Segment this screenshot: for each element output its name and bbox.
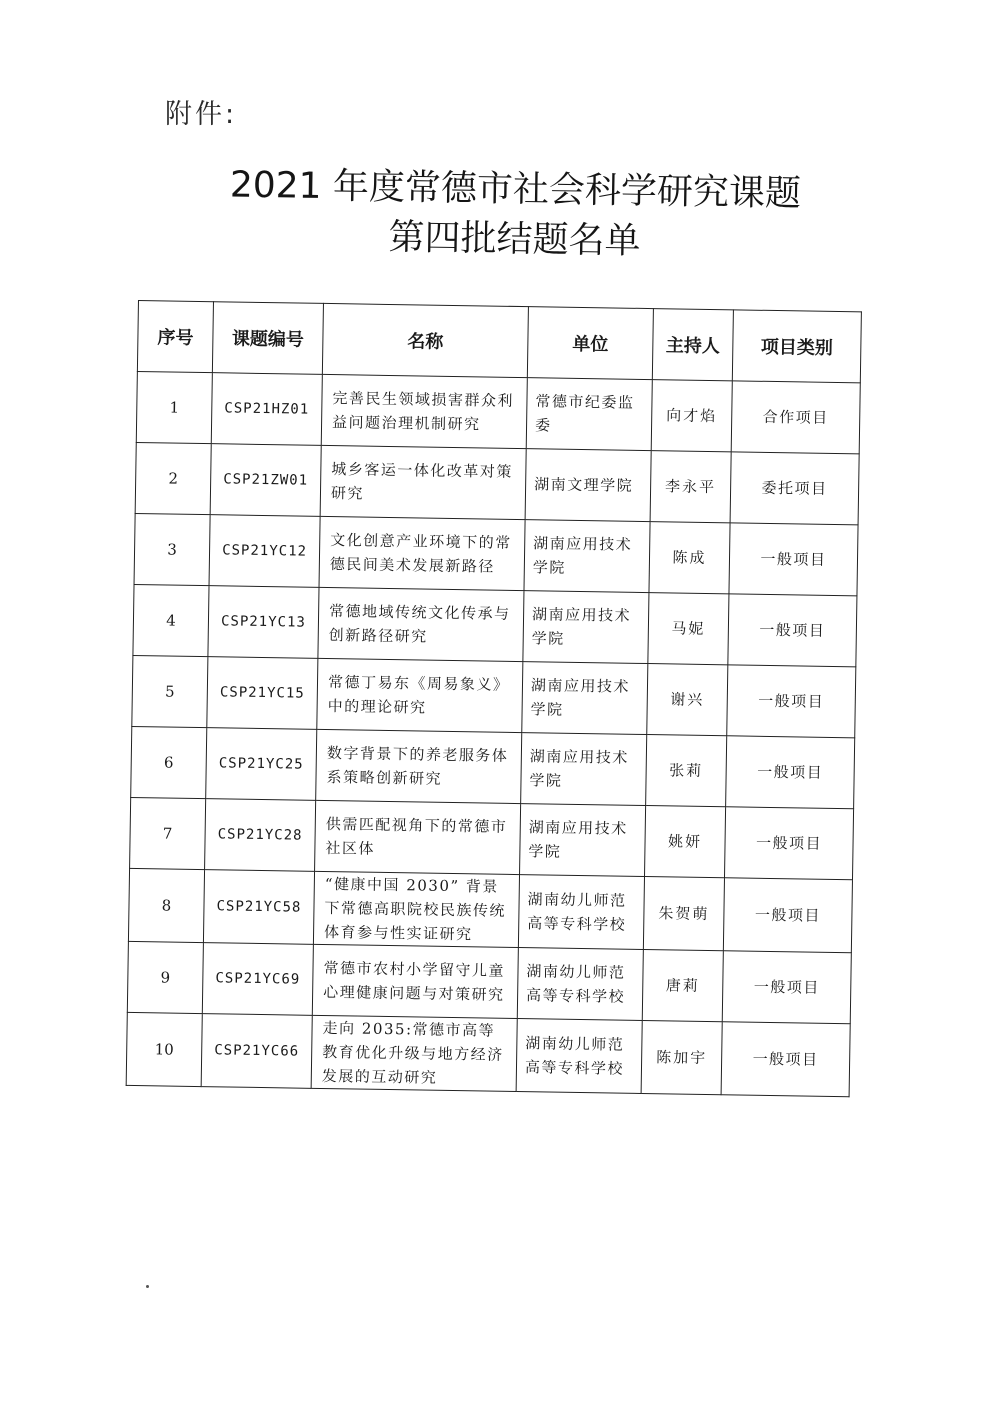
cell-category: 一般项目 — [724, 807, 853, 880]
cell-no: 4 — [133, 584, 209, 656]
cell-host: 陈成 — [649, 522, 730, 594]
cell-host: 谢兴 — [647, 664, 728, 736]
cell-code: CSP21YC28 — [205, 799, 316, 872]
cell-name: 供需匹配视角下的常德市社区体 — [315, 800, 521, 874]
table-row — [135, 442, 859, 524]
table-row — [130, 797, 854, 879]
cell-no: 8 — [128, 868, 204, 942]
cell-name: 文化创意产业环境下的常德民间美术发展新路径 — [319, 516, 525, 590]
column-header-name: 名称 — [322, 303, 528, 377]
cell-unit: 湖南幼儿师范高等专科学校 — [517, 948, 643, 1021]
cell-code: CSP21ZW01 — [210, 444, 321, 517]
cell-category: 一般项目 — [729, 523, 858, 596]
cell-category: 一般项目 — [728, 594, 857, 667]
cell-category: 一般项目 — [721, 1022, 850, 1097]
cell-host: 马妮 — [648, 593, 729, 665]
cell-unit: 湖南幼儿师范高等专科学校 — [518, 875, 644, 950]
cell-unit: 湖南应用技术学院 — [523, 591, 649, 664]
title-line-2: 第四批结题名单 — [388, 217, 641, 262]
cell-no: 3 — [134, 513, 210, 585]
cell-unit: 湖南应用技术学院 — [521, 733, 647, 806]
cell-no: 7 — [130, 797, 206, 869]
cell-host: 唐莉 — [642, 950, 723, 1022]
cell-no: 10 — [126, 1012, 202, 1086]
cell-host: 李永平 — [650, 451, 731, 523]
cell-unit: 湖南幼儿师范高等专科学校 — [516, 1019, 642, 1094]
column-header-category: 项目类别 — [732, 310, 861, 383]
column-header-unit: 单位 — [527, 307, 653, 380]
cell-category: 一般项目 — [722, 951, 851, 1024]
table-row — [136, 371, 860, 453]
table-row — [128, 868, 852, 952]
document-title — [204, 160, 825, 270]
table-header-row — [137, 301, 861, 383]
cell-no: 5 — [132, 655, 208, 727]
table-row — [131, 726, 855, 808]
cell-name: 数字背景下的养老服务体系策略创新研究 — [316, 729, 522, 803]
table-row — [132, 655, 856, 737]
cell-category: 一般项目 — [723, 878, 852, 953]
attachment-label: 附件: — [165, 99, 238, 130]
column-header-no: 序号 — [137, 301, 213, 373]
column-header-code: 课题编号 — [212, 302, 323, 375]
cell-code: CSP21YC15 — [207, 657, 318, 730]
cell-code: CSP21YC25 — [206, 728, 317, 801]
cell-category: 一般项目 — [726, 736, 855, 809]
cell-unit: 常德市纪委监委 — [526, 378, 652, 451]
cell-name: 完善民生领域损害群众利益问题治理机制研究 — [321, 374, 527, 448]
cell-name: “健康中国 2030” 背景下常德高职院校民族传统体育参与性实证研究 — [313, 871, 519, 947]
cell-host: 向才焰 — [651, 380, 732, 452]
cell-name: 走向 2035:常德市高等教育优化升级与地方经济发展的互动研究 — [311, 1015, 517, 1091]
scan-speck — [146, 1285, 149, 1288]
column-header-host: 主持人 — [652, 309, 733, 381]
table-row — [127, 941, 851, 1023]
table-row — [133, 584, 857, 666]
title-line-1: 2021 年度常德市社会科学研究课题 — [229, 164, 802, 215]
cell-no: 1 — [136, 371, 212, 443]
results-table — [126, 300, 862, 1097]
cell-category: 一般项目 — [727, 665, 856, 738]
cell-code: CSP21YC69 — [202, 943, 313, 1016]
cell-name: 常德丁易东《周易象义》中的理论研究 — [317, 658, 523, 732]
cell-no: 2 — [135, 442, 211, 514]
cell-name: 常德地域传统文化传承与创新路径研究 — [318, 587, 524, 661]
cell-name: 常德市农村小学留守儿童心理健康问题与对策研究 — [312, 944, 518, 1018]
cell-no: 9 — [127, 941, 203, 1013]
cell-host: 陈加宇 — [641, 1021, 722, 1095]
table-body — [126, 371, 860, 1096]
table-row — [126, 1012, 850, 1096]
cell-unit: 湖南应用技术学院 — [520, 804, 646, 877]
cell-unit: 湖南文理学院 — [525, 449, 651, 522]
cell-name: 城乡客运一体化改革对策研究 — [320, 445, 526, 519]
cell-code: CSP21YC58 — [203, 870, 314, 945]
cell-code: CSP21YC66 — [201, 1014, 312, 1089]
cell-category: 委托项目 — [730, 452, 859, 525]
cell-host: 朱贺萌 — [643, 877, 724, 951]
table-row — [134, 513, 858, 595]
cell-host: 张莉 — [646, 735, 727, 807]
cell-category: 合作项目 — [731, 381, 860, 454]
cell-unit: 湖南应用技术学院 — [524, 520, 650, 593]
cell-code: CSP21YC13 — [208, 586, 319, 659]
cell-unit: 湖南应用技术学院 — [522, 662, 648, 735]
cell-code: CSP21YC12 — [209, 515, 320, 588]
cell-code: CSP21HZ01 — [211, 373, 322, 446]
cell-no: 6 — [131, 726, 207, 798]
cell-host: 姚妍 — [645, 806, 726, 878]
results-table-wrapper — [126, 300, 861, 1097]
